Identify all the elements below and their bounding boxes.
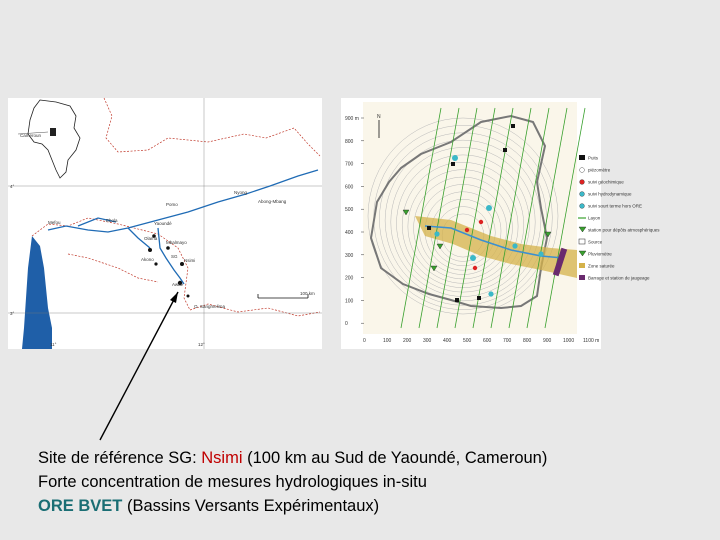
legend-swatch: [580, 168, 585, 173]
x-tick-label: 300: [423, 338, 432, 344]
x-tick-label: 400: [443, 338, 452, 344]
legend-swatch: [580, 192, 585, 197]
legend: [578, 155, 660, 281]
lon-11-label: 11°: [50, 342, 57, 347]
scale-label: 100 km: [300, 291, 315, 296]
legend-label: suivi géochimique: [588, 179, 624, 185]
country-label: Cameroun: [20, 133, 42, 138]
legend-swatch: [579, 227, 586, 232]
legend-label: Layon: [588, 215, 601, 221]
x-tick-label: 600: [483, 338, 492, 344]
y-axis: [345, 116, 364, 327]
x-tick-label: 1000: [563, 338, 575, 344]
ocean-area: [22, 236, 52, 349]
legend-label: Puits: [588, 155, 599, 161]
legend-label: suivi hydrodynamique: [588, 191, 632, 197]
place-olama: Olama: [144, 236, 158, 241]
place-awae: Awae: [172, 282, 184, 287]
legend-swatch: [580, 180, 585, 185]
africa-inset: [18, 100, 80, 178]
caption-line-1: [38, 446, 547, 470]
y-tick-label: 100: [345, 298, 354, 305]
legend-swatch: [579, 239, 585, 244]
place-yaounde: Yaoundé: [154, 221, 172, 226]
place-abong: Abong-Mbang: [258, 199, 287, 204]
caption-line-3: [38, 494, 547, 518]
legend-label: Zone saturée: [588, 263, 615, 269]
legend-label: Barrage et station de jaugeage: [588, 275, 650, 281]
x-tick-label: 200: [403, 338, 412, 344]
lat-4-label: 4°: [10, 184, 15, 189]
legend-swatch: [579, 275, 585, 280]
caption-text: Site de référence SG:: [38, 449, 202, 467]
regional-map: [8, 98, 322, 349]
y-tick-label: 600: [345, 184, 354, 191]
caption-text: (100 km au Sud de Yaoundé, Cameroun): [242, 449, 548, 467]
x-tick-label: 500: [463, 338, 472, 344]
map-frame: [363, 102, 577, 334]
caption-line-2: Forte concentration de mesures hydrologiques in-situ: [38, 473, 427, 491]
north-label: N: [377, 114, 381, 120]
legend-swatch: [579, 251, 586, 256]
river-nyong: Nyong: [234, 190, 248, 195]
y-tick-label: 800: [345, 138, 354, 145]
legend-swatch: [579, 263, 585, 268]
y-tick-label: 300: [345, 252, 354, 259]
y-tick-label: 0: [345, 321, 348, 328]
x-tick-label: 100: [383, 338, 392, 344]
scale-bar: [258, 291, 315, 298]
x-tick-label: 700: [503, 338, 512, 344]
y-tick-label: 200: [345, 275, 354, 282]
caption: [38, 446, 547, 518]
place-mbalmayo: Mbalmayo: [166, 240, 187, 245]
x-tick-label: 1100 m: [583, 338, 600, 344]
place-pomo: Pomo: [166, 202, 178, 207]
legend-label: station pour dépôts atmosphériques: [588, 227, 660, 233]
lon-12-label: 12°: [198, 342, 205, 347]
caption-text: (Bassins Versants Expérimentaux): [122, 497, 380, 515]
place-ebolowa: Ebola: [106, 218, 118, 223]
x-tick-label: 0: [363, 338, 366, 344]
legend-swatch: [580, 204, 585, 209]
legend-label: piézomètre: [588, 167, 611, 173]
legend-label: Source: [588, 239, 603, 245]
site-name: Nsimi: [201, 449, 243, 467]
place-ossa: O. Sangmelima: [194, 304, 226, 309]
watershed-map: [341, 98, 660, 349]
legend-label: suivi sourt terme hors ORE: [588, 203, 643, 209]
y-tick-label: 400: [345, 230, 354, 236]
x-tick-label: 900: [543, 338, 552, 344]
lat-3-label: 3°: [10, 311, 15, 316]
rivers: [48, 170, 318, 284]
y-tick-label: 700: [345, 161, 354, 168]
place-sg: SG: [171, 254, 178, 259]
legend-label: Pluviomètre: [588, 251, 612, 257]
place-nsimi: Nsimi: [184, 258, 196, 263]
x-axis: [363, 338, 599, 344]
y-tick-label: 900 m: [345, 116, 359, 122]
x-tick-label: 800: [523, 338, 532, 344]
y-tick-label: 500: [345, 207, 354, 214]
place-akonolinga: Akono: [141, 257, 154, 262]
river-mefou: Mefou: [48, 220, 61, 225]
observatory-name: ORE BVET: [38, 497, 123, 515]
legend-swatch: [579, 155, 585, 160]
